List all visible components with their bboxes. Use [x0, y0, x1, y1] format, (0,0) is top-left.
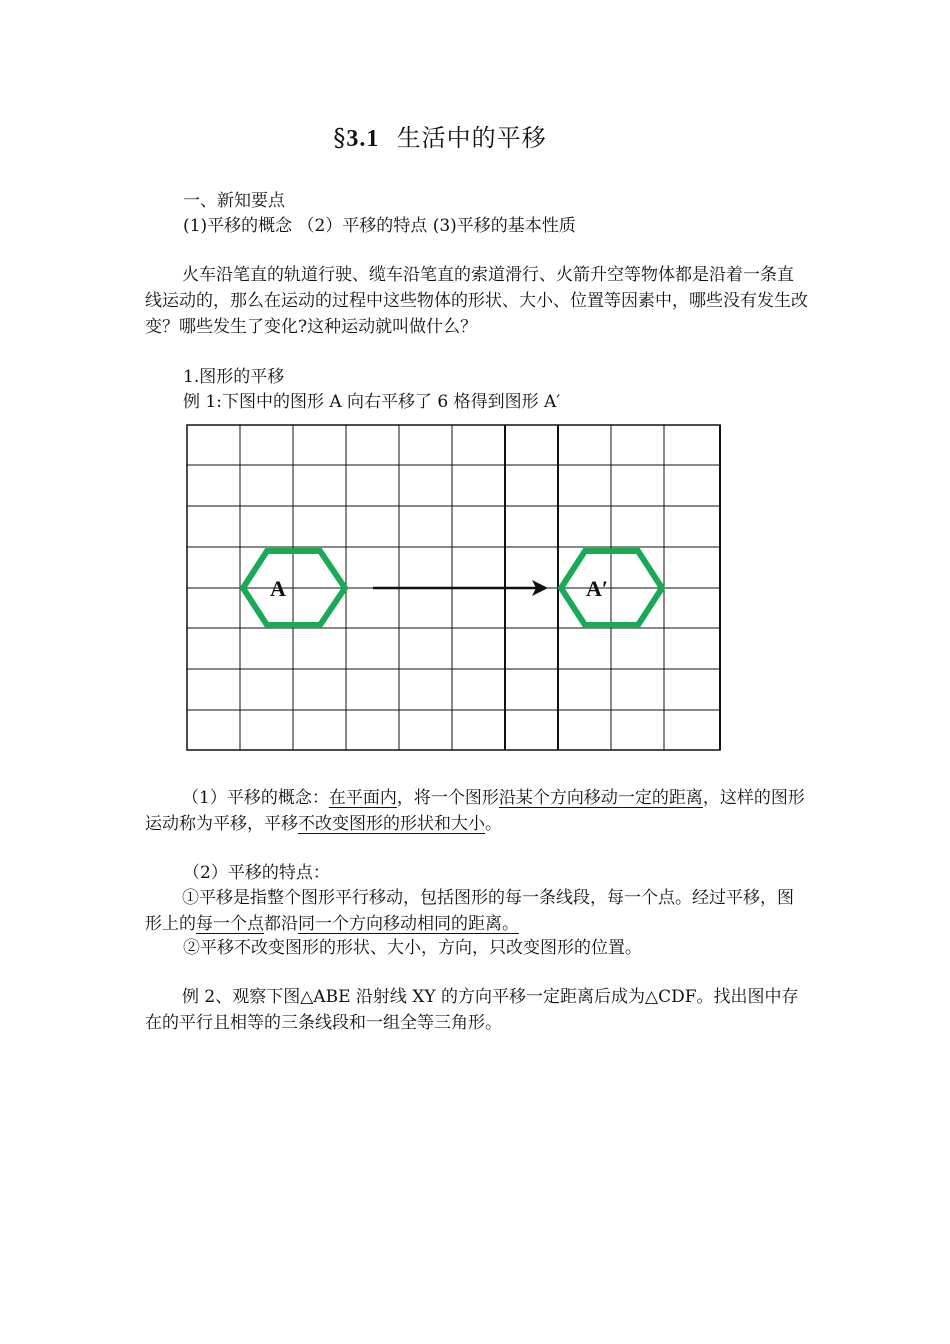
- label-a: A: [270, 576, 286, 601]
- translation-figure: [180, 418, 730, 758]
- example2-text: 例 2、观察下图△ABE 沿射线 XY 的方向平移一定距离后成为△CDF。找出图中存在的平行且相等的三条线段和一组全等三角形。: [145, 987, 799, 1033]
- feature-2: ②平移不改变图形的形状、大小，方向，只改变图形的位置。: [183, 938, 642, 958]
- concept-part-3: ，这样的图形运动称为平移，平移: [145, 788, 805, 834]
- concept-part-1: （1）平移的概念：: [182, 788, 329, 808]
- section-symbol: §: [333, 124, 347, 152]
- title-text: 生活中的平移: [396, 124, 547, 152]
- feature-1-part-a: ①平移是指整个图形平行移动，包括图形的每一条线段，每一个点。经过平移，图形上的: [145, 888, 794, 934]
- concept-part-4: 。: [485, 814, 502, 834]
- features-heading: （2）平移的特点：: [183, 863, 330, 883]
- concept-part-2: ，将一个图形: [396, 788, 499, 808]
- concept-paragraph: [145, 785, 810, 837]
- page-title: [0, 118, 880, 153]
- intro-question: 火车沿笔直的轨道行驶、缆车沿笔直的索道滑行、火箭升空等物体都是沿着一条直线运动的，那么在运动的过程中这些物体的形状、大小、位置等因素中，哪些没有发生改变？哪些发生了变化?这种运动就叫做什么？: [145, 265, 808, 337]
- feature-1-part-b: 都沿: [264, 914, 298, 934]
- feature-1-underline-2: 同一个方向移动相同的距离。: [298, 914, 519, 934]
- concept-underline-2: 沿某个方向移动一定的距离: [498, 788, 703, 808]
- label-a-prime: A′: [586, 576, 609, 601]
- concept-underline-3: 不改变图形的形状和大小: [298, 814, 485, 834]
- intro-points: (1)平移的概念 （2）平移的特点 (3)平移的基本性质: [183, 216, 576, 236]
- feature-1-underline-1: 每一个点: [196, 914, 264, 934]
- concept-underline-1: 在平面内: [328, 788, 397, 808]
- feature-1: [145, 885, 810, 937]
- section-number: 3.1: [346, 126, 380, 152]
- example1-text: 例 1:下图中的图形 A 向右平移了 6 格得到图形 A′: [183, 392, 561, 412]
- intro-heading: 一、新知要点: [183, 191, 285, 211]
- section1-heading: 1.图形的平移: [183, 367, 285, 387]
